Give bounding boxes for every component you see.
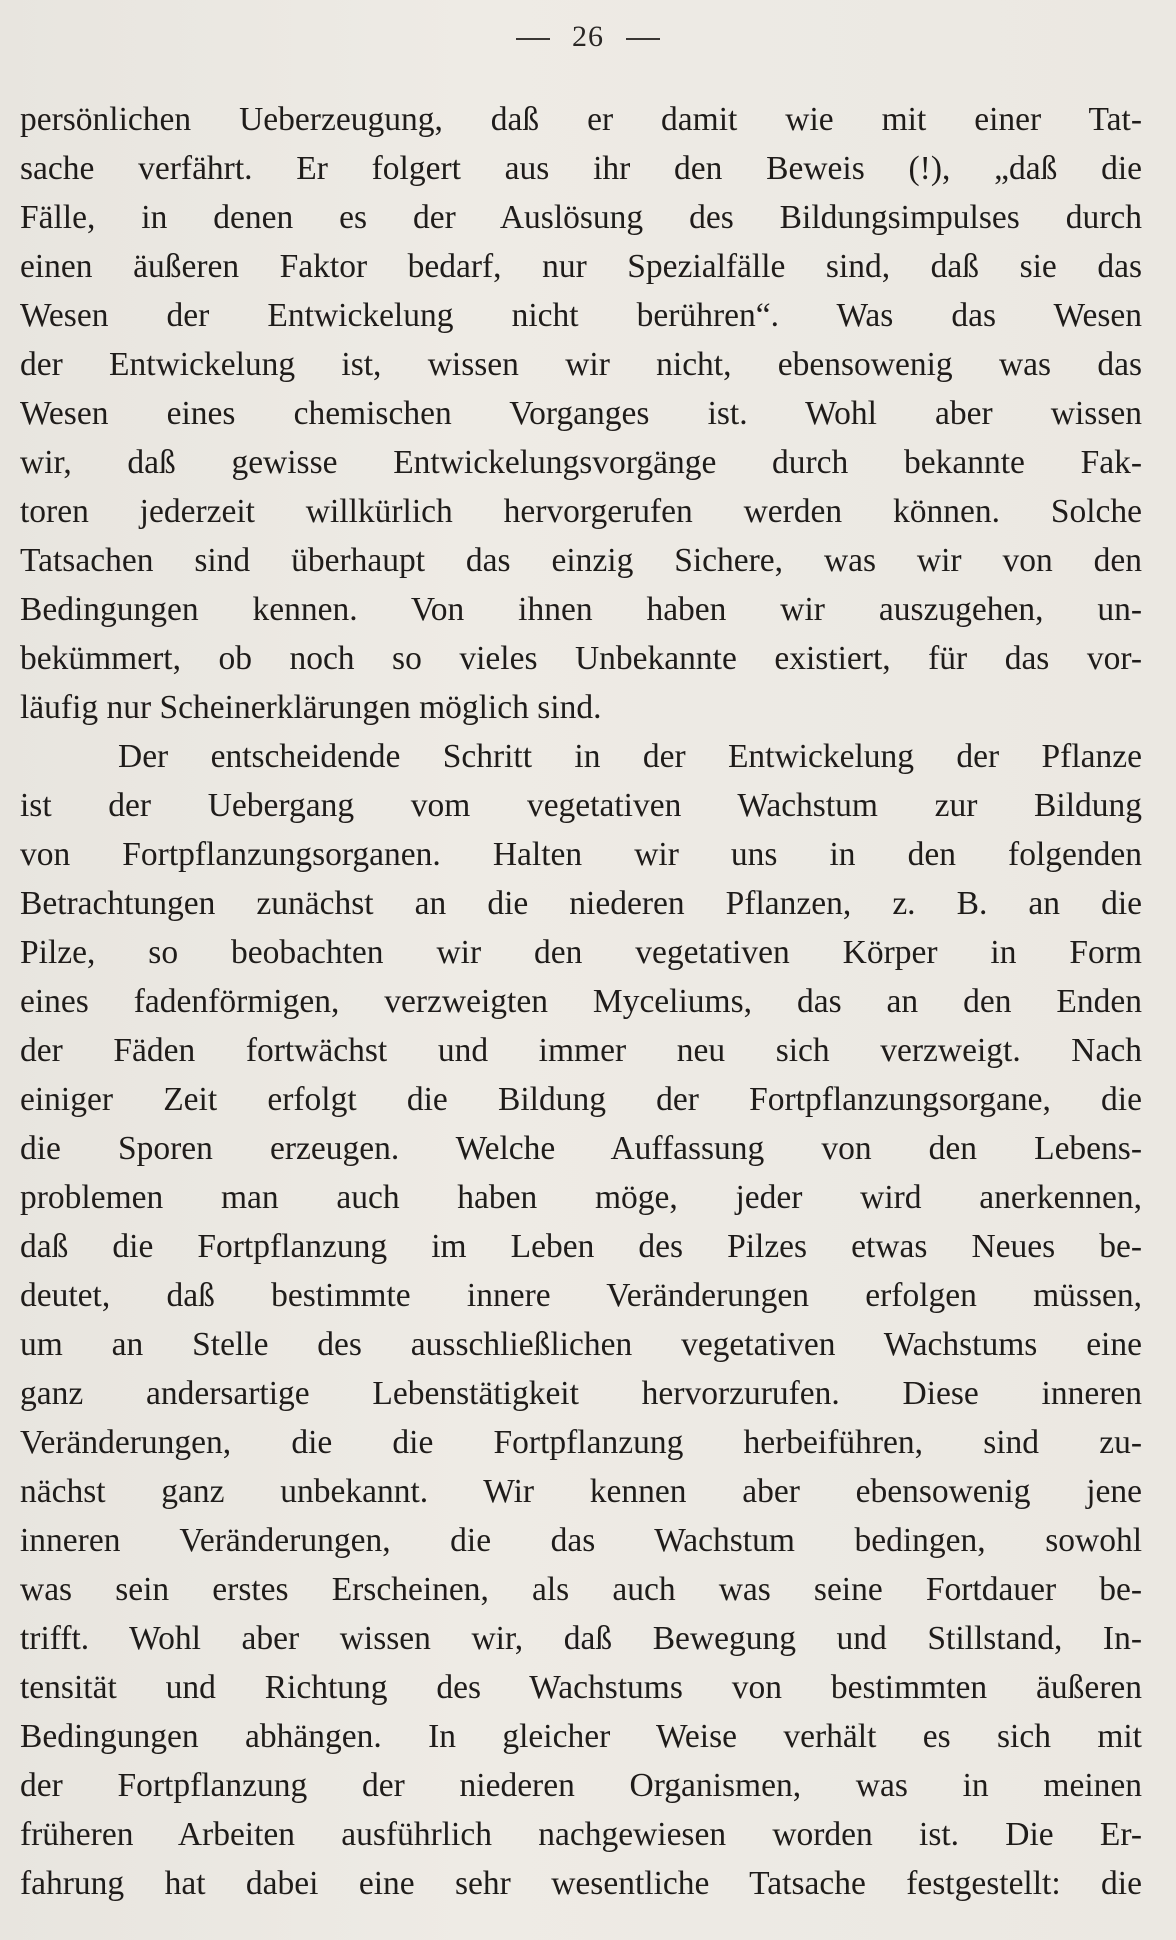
left-dash: [516, 38, 550, 40]
text-line: Wesen der Entwickelung nicht berühren“. Was das Wesen: [20, 297, 1142, 334]
text-line: eines fadenförmigen, verzweigten Myceliums, das an den Enden: [20, 983, 1142, 1020]
text-line: tensität und Richtung des Wachstums von bestimmten äußeren: [20, 1669, 1142, 1706]
text-line: deutet, daß bestimmte innere Veränderungen erfolgen müssen,: [20, 1277, 1142, 1314]
text-line: was sein erstes Erscheinen, als auch was seine Fortdauer be-: [20, 1571, 1142, 1608]
text-line: Wesen eines chemischen Vorganges ist. Wohl aber wissen: [20, 395, 1142, 432]
page-number: 26: [572, 20, 604, 53]
text-line: einiger Zeit erfolgt die Bildung der Fortpflanzungsorgane, die: [20, 1081, 1142, 1118]
right-dash: [626, 38, 660, 40]
text-line: Pilze, so beobachten wir den vegetativen Körper in Form: [20, 934, 1142, 971]
text-line: Der entscheidende Schritt in der Entwickelung der Pflanze: [118, 738, 1142, 775]
text-line: problemen man auch haben möge, jeder wird anerkennen,: [20, 1179, 1142, 1216]
text-line: ganz andersartige Lebenstätigkeit hervorzurufen. Diese inneren: [20, 1375, 1142, 1412]
text-line: persönlichen Ueberzeugung, daß er damit wie mit einer Tat-: [20, 101, 1142, 138]
text-line: inneren Veränderungen, die das Wachstum bedingen, sowohl: [20, 1522, 1142, 1559]
text-line: Betrachtungen zunächst an die niederen Pflanzen, z. B. an die: [20, 885, 1142, 922]
text-line: wir, daß gewisse Entwickelungsvorgänge durch bekannte Fak-: [20, 444, 1142, 481]
text-line: daß die Fortpflanzung im Leben des Pilzes etwas Neues be-: [20, 1228, 1142, 1265]
text-line: fahrung hat dabei eine sehr wesentliche Tatsache festgestellt: die: [20, 1865, 1142, 1902]
text-line: die Sporen erzeugen. Welche Auffassung von den Lebens-: [20, 1130, 1142, 1167]
text-line: früheren Arbeiten ausführlich nachgewiesen worden ist. Die Er-: [20, 1816, 1142, 1853]
text-line: trifft. Wohl aber wissen wir, daß Bewegung und Stillstand, In-: [20, 1620, 1142, 1657]
text-line: Tatsachen sind überhaupt das einzig Sichere, was wir von den: [20, 542, 1142, 579]
text-line: Fälle, in denen es der Auslösung des Bildungsimpulses durch: [20, 199, 1142, 236]
text-line: einen äußeren Faktor bedarf, nur Spezialfälle sind, daß sie das: [20, 248, 1142, 285]
text-line: Bedingungen abhängen. In gleicher Weise verhält es sich mit: [20, 1718, 1142, 1755]
text-line: läufig nur Scheinerklärungen möglich sind.: [20, 689, 602, 726]
page-number-header: [0, 20, 1176, 54]
text-line: sache verfährt. Er folgert aus ihr den Beweis (!), „daß die: [20, 150, 1142, 187]
text-line: Bedingungen kennen. Von ihnen haben wir auszugehen, un-: [20, 591, 1142, 628]
text-line: der Fortpflanzung der niederen Organismen, was in meinen: [20, 1767, 1142, 1804]
text-line: der Fäden fortwächst und immer neu sich verzweigt. Nach: [20, 1032, 1142, 1069]
text-line: der Entwickelung ist, wissen wir nicht, ebensowenig was das: [20, 346, 1142, 383]
text-line: nächst ganz unbekannt. Wir kennen aber ebensowenig jene: [20, 1473, 1142, 1510]
text-line: bekümmert, ob noch so vieles Unbekannte existiert, für das vor-: [20, 640, 1142, 677]
text-line: toren jederzeit willkürlich hervorgerufen werden können. Solche: [20, 493, 1142, 530]
text-line: ist der Uebergang vom vegetativen Wachstum zur Bildung: [20, 787, 1142, 824]
text-line: um an Stelle des ausschließlichen vegetativen Wachstums eine: [20, 1326, 1142, 1363]
paragraph: [20, 95, 1142, 732]
text-line: Veränderungen, die die Fortpflanzung herbeiführen, sind zu-: [20, 1424, 1142, 1461]
body-text: [20, 95, 1142, 1908]
text-line: von Fortpflanzungsorganen. Halten wir uns in den folgenden: [20, 836, 1142, 873]
paragraph: [20, 732, 1142, 1908]
